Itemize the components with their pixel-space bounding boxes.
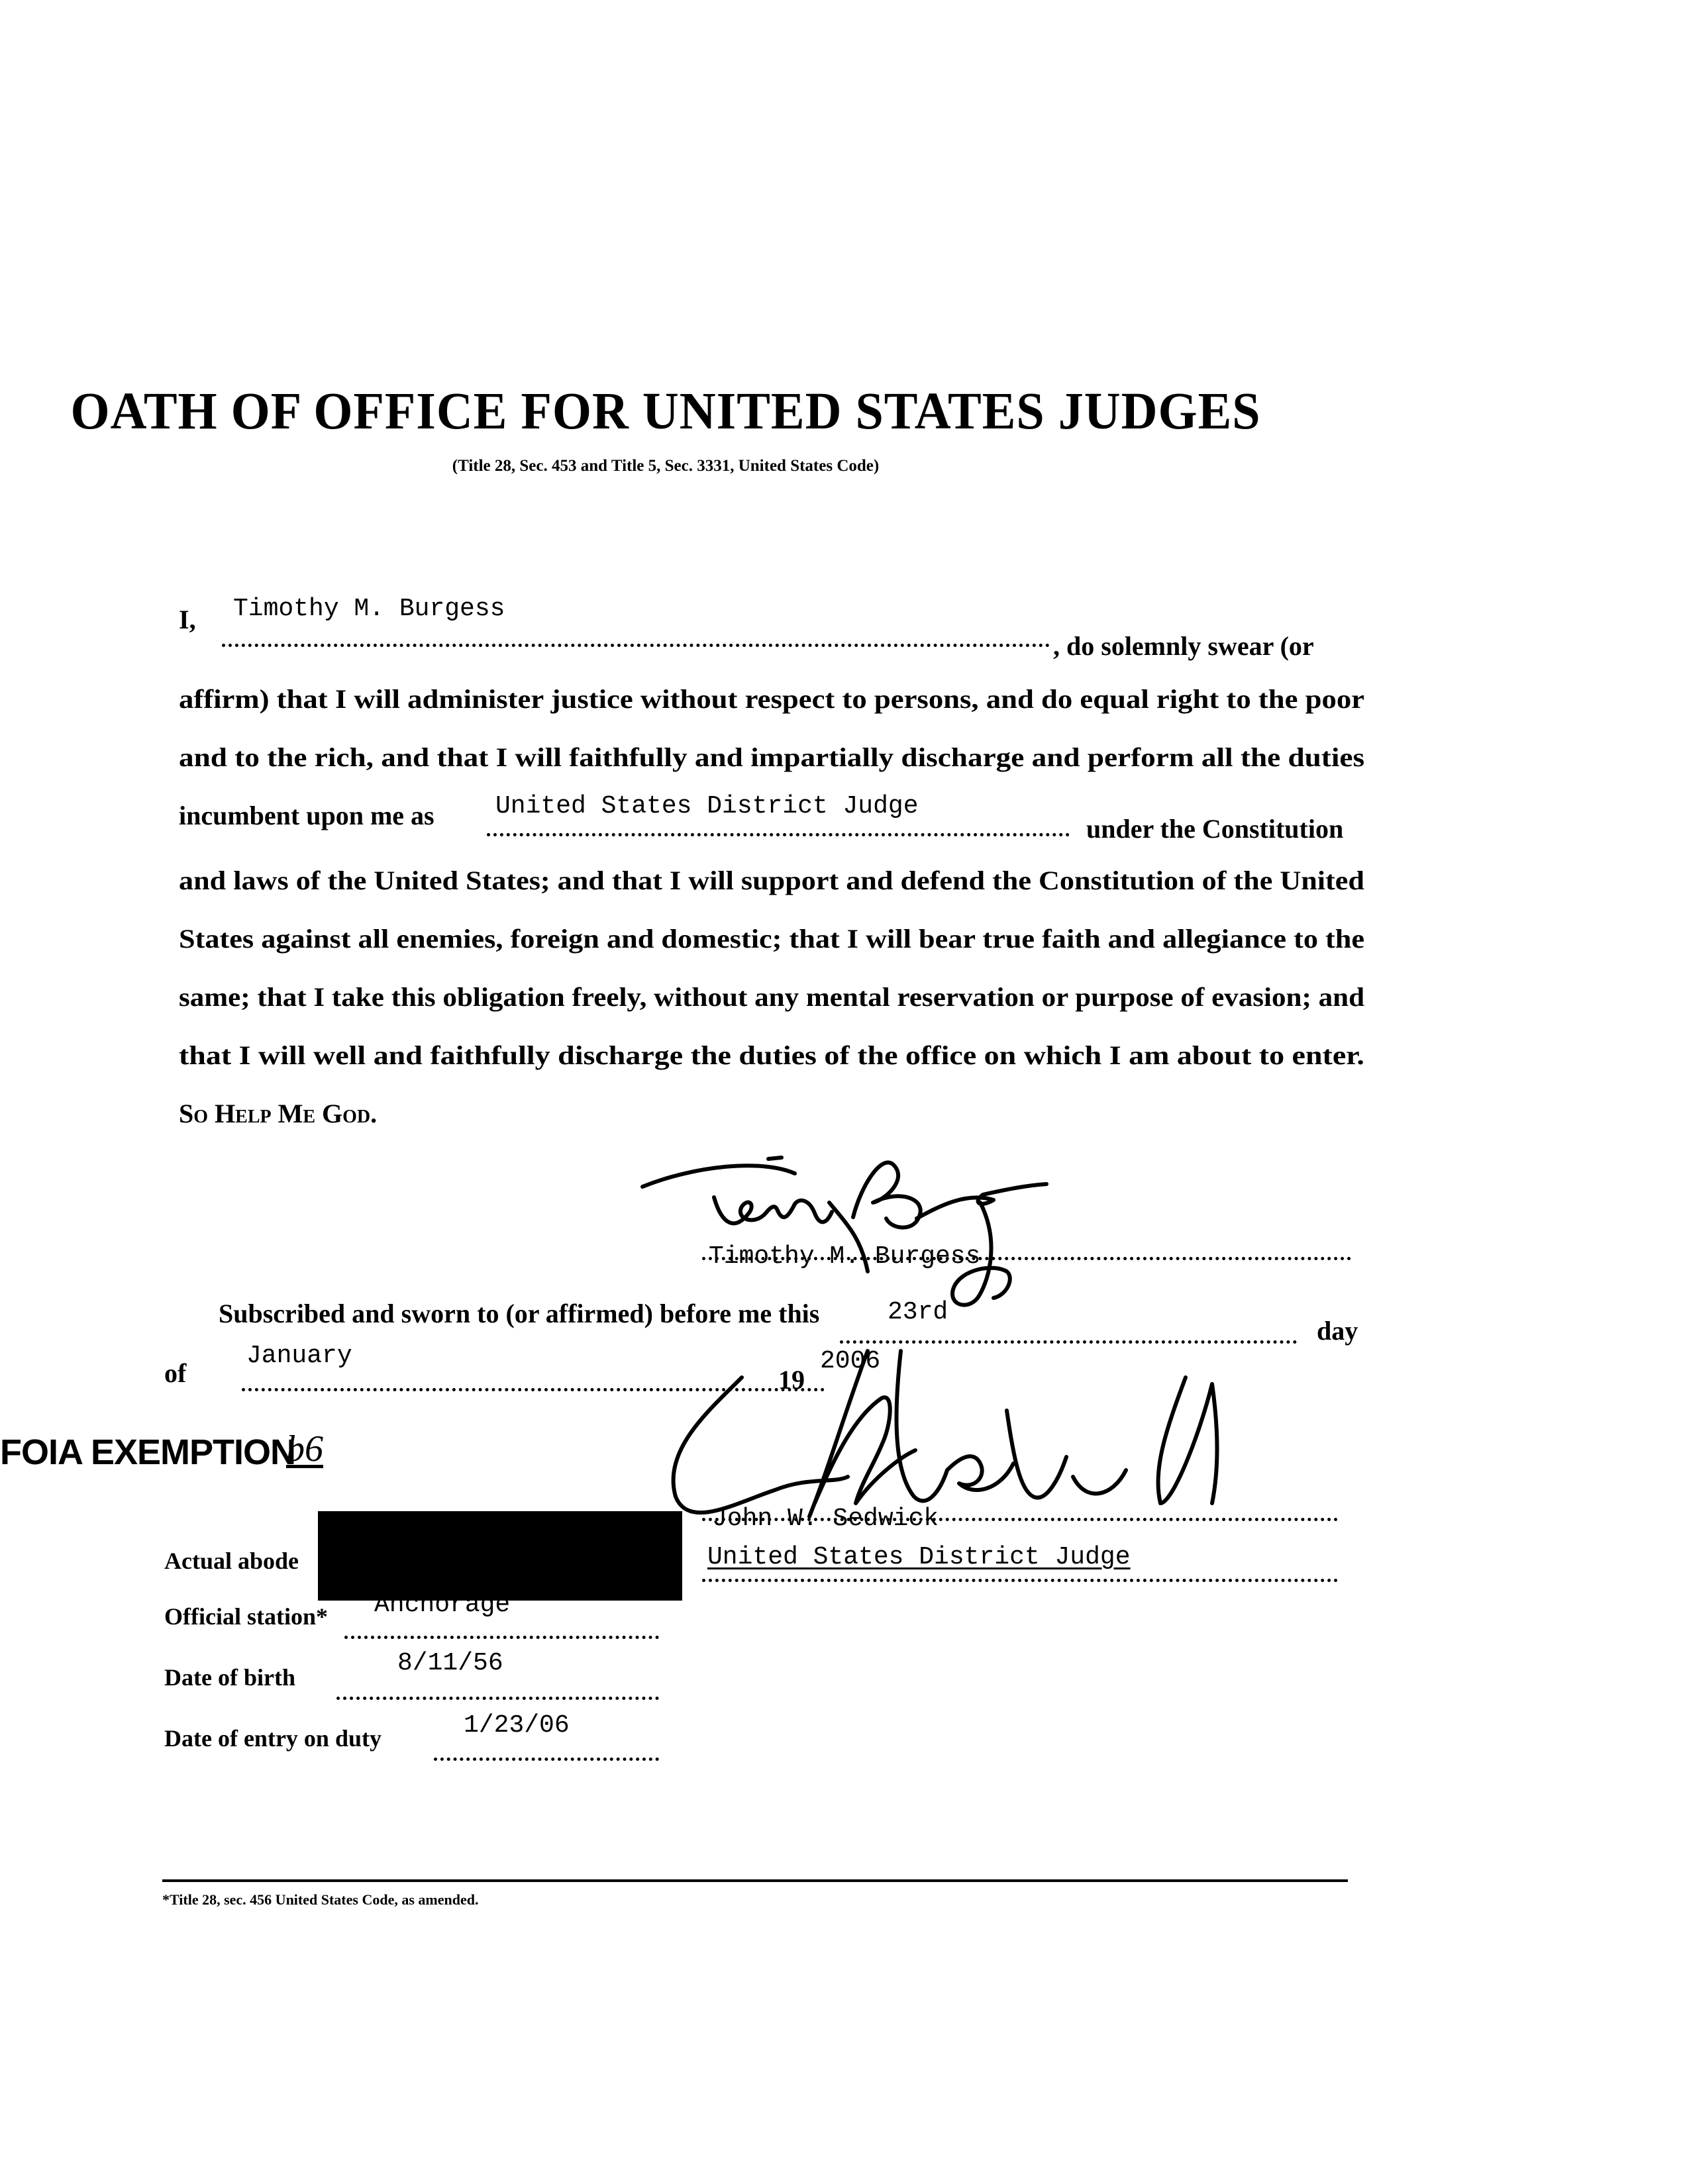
date-of-birth-label: Date of birth	[164, 1664, 295, 1691]
affiant-name: Timothy M. Burgess	[709, 1242, 981, 1271]
entry-dotted-line	[434, 1758, 659, 1761]
oath-line-8: that I will well and faithfully discharge the duties of the office on which I am about to enter.	[179, 1040, 1364, 1070]
footnote: *Title 28, sec. 456 United States Code, as amended.	[162, 1891, 479, 1908]
officer-title: United States District Judge	[707, 1543, 1131, 1571]
year-prefix: 19	[778, 1365, 805, 1395]
position-dotted-line	[487, 833, 1070, 836]
official-station-label: Official station*	[164, 1603, 328, 1630]
sworn-text: Subscribed and sworn to (or affirmed) before me this	[219, 1299, 820, 1328]
oath-line-6: States against all enemies, foreign and domestic; that I will bear true faith and allegiance to the	[179, 924, 1365, 954]
oath-name-value: Timothy M. Burgess	[233, 595, 505, 623]
foia-exemption-code: b6	[286, 1428, 323, 1469]
actual-abode-label: Actual abode	[164, 1548, 299, 1574]
oath-intro: I,	[179, 605, 196, 634]
sworn-year: 2006	[820, 1347, 881, 1375]
oath-line-3: and to the rich, and that I will faithfully and impartially discharge and perform all the duties	[179, 742, 1365, 772]
day-label: day	[1317, 1316, 1358, 1346]
oath-line-2: affirm) that I will administer justice without respect to persons, and do equal right to the poor	[179, 684, 1365, 714]
date-of-birth-value: 8/11/56	[397, 1649, 503, 1677]
station-dotted-line	[344, 1636, 659, 1639]
oath-line-4-end: under the Constitution	[1086, 814, 1344, 844]
foia-exemption-label: FOIA EXEMPTION	[0, 1432, 296, 1472]
date-of-entry-value: 1/23/06	[464, 1711, 570, 1740]
name-dotted-line	[222, 644, 1050, 647]
footnote-rule	[162, 1879, 1348, 1882]
officer-name: John W. Sedwick	[712, 1505, 939, 1533]
oath-line-7: same; that I take this obligation freely, without any mental reservation or purpose of evasion; and	[179, 982, 1365, 1012]
date-of-entry-label: Date of entry on duty	[164, 1725, 382, 1752]
oath-line-1-end: , do solemnly swear (or	[1053, 631, 1314, 661]
oath-closing: So Help Me God.	[179, 1099, 378, 1128]
oath-line-5: and laws of the United States; and that I will support and defend the Constitution of the United	[179, 866, 1364, 895]
birth-dotted-line	[336, 1697, 659, 1700]
official-station-value: Anchorage	[374, 1591, 511, 1619]
sworn-month: January	[246, 1342, 352, 1370]
oath-line-4-start: incumbent upon me as	[179, 801, 434, 830]
affiant-signature	[636, 1139, 1179, 1311]
sworn-day: 23rd	[888, 1298, 948, 1326]
document-title: OATH OF OFFICE FOR UNITED STATES JUDGES	[70, 381, 1261, 441]
document-subtitle: (Title 28, Sec. 453 and Title 5, Sec. 3331, United States Code)	[452, 457, 880, 475]
oath-position-value: United States District Judge	[495, 792, 919, 820]
redacted-abode	[318, 1511, 682, 1601]
officer-title-dotted-line	[702, 1579, 1338, 1582]
of-label: of	[164, 1358, 187, 1388]
